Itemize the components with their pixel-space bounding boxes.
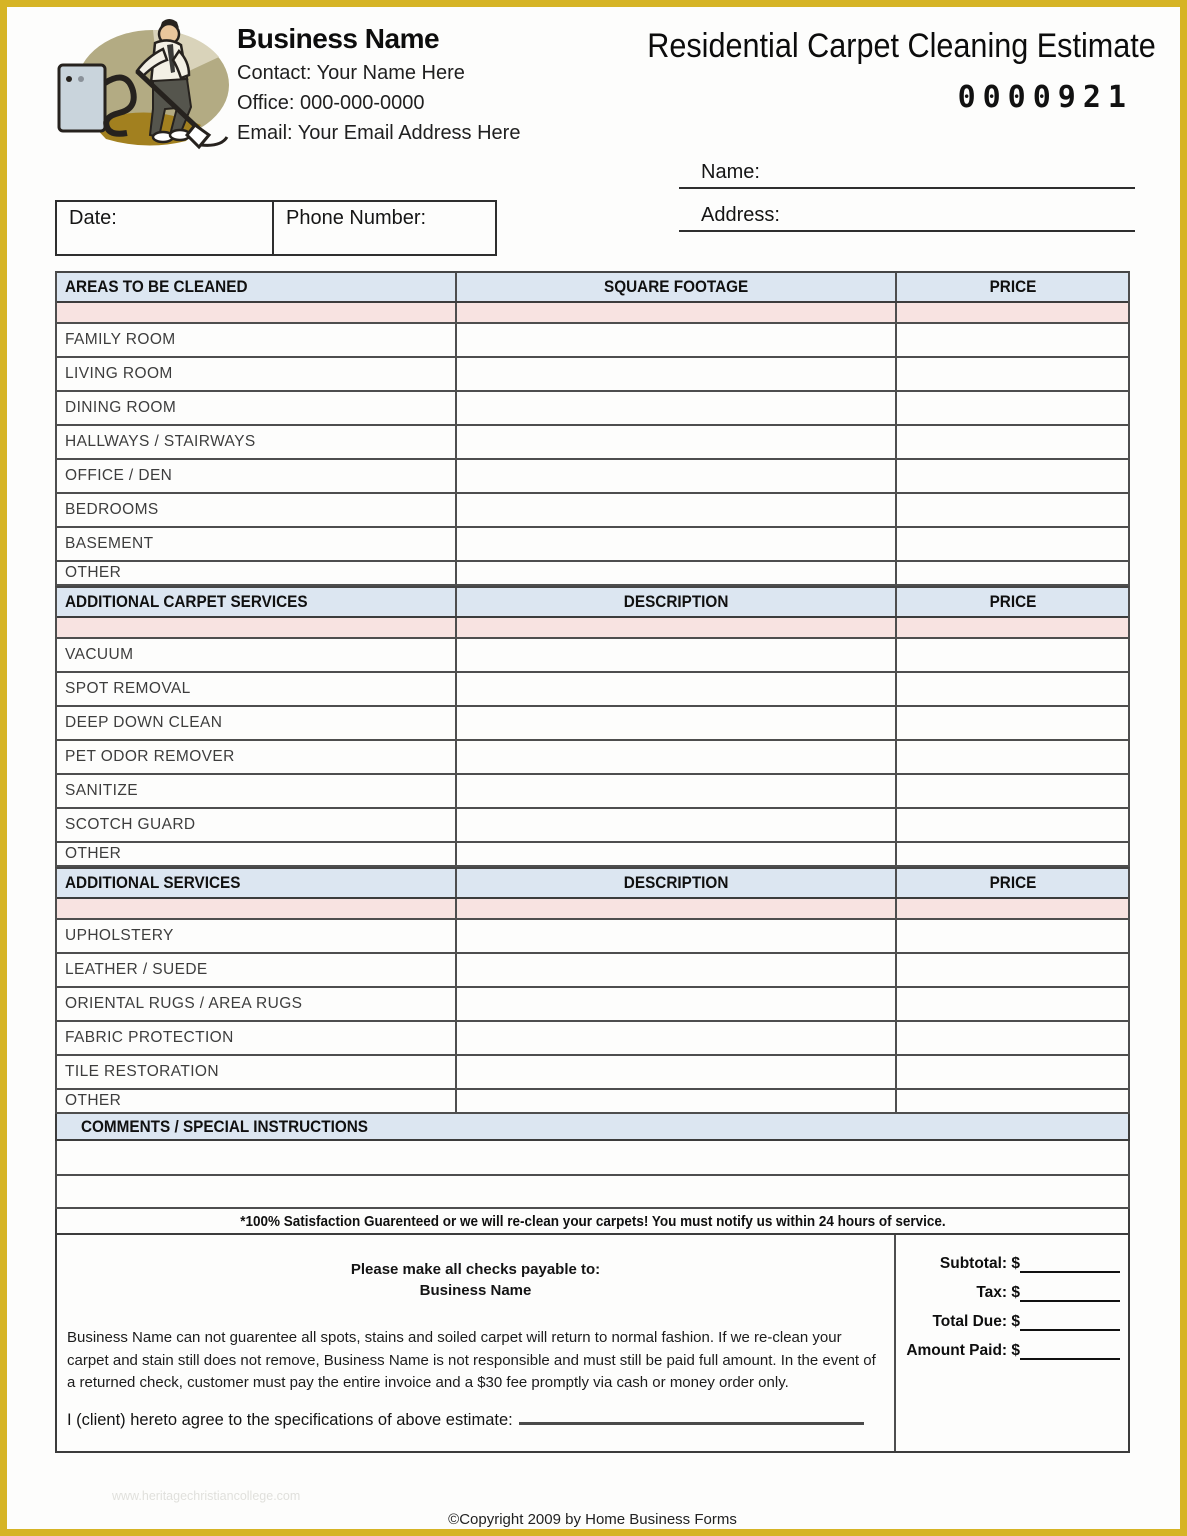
table-row xyxy=(57,460,1128,494)
entry-cell[interactable] xyxy=(455,392,895,424)
row-label: OFFICE / DEN xyxy=(65,467,173,484)
row-label: OTHER xyxy=(65,564,122,581)
guarantee-text: *100% Satisfaction Guarenteed or we will re-clean your carpets! You must notify us within 24 hours of service. xyxy=(239,1212,946,1230)
table-row xyxy=(57,707,1128,741)
entry-cell[interactable] xyxy=(455,639,895,671)
page-title: Residential Carpet Cleaning Estimate xyxy=(647,27,1156,65)
row-label: SANITIZE xyxy=(65,782,138,799)
table-row xyxy=(57,673,1128,707)
price-cell[interactable] xyxy=(895,988,1128,1020)
price-cell[interactable] xyxy=(895,528,1128,560)
table-row xyxy=(57,988,1128,1022)
row-label: OTHER xyxy=(65,845,122,862)
blank-entry-row xyxy=(57,618,1128,639)
phone-number-field[interactable] xyxy=(272,202,495,254)
price-cell[interactable] xyxy=(895,809,1128,841)
phone-label: Phone Number: xyxy=(286,207,427,229)
table-row xyxy=(57,324,1128,358)
entry-cell[interactable] xyxy=(455,809,895,841)
price-cell[interactable] xyxy=(895,494,1128,526)
column-header: ADDITIONAL SERVICES xyxy=(65,873,241,892)
row-label: VACUUM xyxy=(65,646,134,663)
date-label: Date: xyxy=(69,207,117,229)
tables xyxy=(55,271,1130,1114)
table-row xyxy=(57,528,1128,562)
price-cell[interactable] xyxy=(895,843,1128,865)
column-header: SQUARE FOOTAGE xyxy=(455,273,895,301)
title-block xyxy=(619,27,1156,115)
entry-cell[interactable] xyxy=(455,741,895,773)
address-label: Address: xyxy=(701,204,780,226)
row-label: SPOT REMOVAL xyxy=(65,680,191,697)
table-row xyxy=(57,1090,1128,1114)
blank-entry-cell[interactable] xyxy=(57,618,455,637)
table-row xyxy=(57,1022,1128,1056)
total-row xyxy=(896,1313,1120,1331)
row-label: HALLWAYS / STAIRWAYS xyxy=(65,433,256,450)
price-cell[interactable] xyxy=(895,460,1128,492)
blank-entry-row xyxy=(57,899,1128,920)
price-cell[interactable] xyxy=(895,954,1128,986)
price-cell[interactable] xyxy=(895,426,1128,458)
price-cell[interactable] xyxy=(895,673,1128,705)
column-header: PRICE xyxy=(895,273,1128,301)
entry-cell[interactable] xyxy=(455,707,895,739)
total-label: Subtotal: $ xyxy=(939,1255,1020,1272)
row-label: SCOTCH GUARD xyxy=(65,816,196,833)
entry-cell[interactable] xyxy=(455,324,895,356)
table-row xyxy=(57,358,1128,392)
name-label: Name: xyxy=(701,161,760,183)
row-label: DEEP DOWN CLEAN xyxy=(65,714,223,731)
blank-entry-cell[interactable] xyxy=(895,618,1128,637)
total-amount-line[interactable] xyxy=(1020,1345,1120,1360)
entry-cell[interactable] xyxy=(455,426,895,458)
entry-cell[interactable] xyxy=(455,988,895,1020)
price-cell[interactable] xyxy=(895,562,1128,584)
row-label: BASEMENT xyxy=(65,535,154,552)
watermark-text: www.heritagechristiancollege.com xyxy=(112,1489,301,1503)
terms-cell xyxy=(57,1235,896,1451)
table-row xyxy=(57,426,1128,460)
row-label: DINING ROOM xyxy=(65,399,177,416)
service-table-2 xyxy=(55,867,1130,1114)
entry-cell[interactable] xyxy=(455,775,895,807)
entry-cell[interactable] xyxy=(455,1090,895,1112)
total-label: Total Due: $ xyxy=(932,1313,1020,1330)
total-row xyxy=(896,1255,1120,1273)
guarantee-banner xyxy=(55,1209,1130,1235)
date-field[interactable] xyxy=(57,202,272,254)
table-row xyxy=(57,392,1128,426)
blank-entry-cell[interactable] xyxy=(455,618,895,637)
blank-entry-cell[interactable] xyxy=(57,899,455,918)
column-header: DESCRIPTION xyxy=(455,588,895,616)
table-row xyxy=(57,562,1128,586)
price-cell[interactable] xyxy=(895,639,1128,671)
comments-header-label: COMMENTS / SPECIAL INSTRUCTIONS xyxy=(80,1116,368,1136)
entry-cell[interactable] xyxy=(455,460,895,492)
price-cell[interactable] xyxy=(895,920,1128,952)
total-row xyxy=(896,1342,1120,1360)
entry-cell[interactable] xyxy=(455,358,895,390)
business-name: Business Name xyxy=(237,23,440,54)
service-table-0 xyxy=(55,271,1130,586)
entry-cell[interactable] xyxy=(455,673,895,705)
row-label: LIVING ROOM xyxy=(65,365,173,382)
entry-cell[interactable] xyxy=(455,562,895,584)
row-label: OTHER xyxy=(65,1092,122,1109)
table-row xyxy=(57,954,1128,988)
row-label: TILE RESTORATION xyxy=(65,1063,219,1080)
service-table-1 xyxy=(55,586,1130,867)
checks-payable-name: Business Name xyxy=(419,1282,532,1299)
table-row xyxy=(57,843,1128,867)
table-row xyxy=(57,494,1128,528)
office-line: Office: 000-000-0000 xyxy=(237,92,425,114)
table-row xyxy=(57,741,1128,775)
column-header: ADDITIONAL CARPET SERVICES xyxy=(65,592,308,611)
agreement-text: I (client) hereto agree to the specifications of above estimate: xyxy=(67,1410,513,1429)
totals-cell xyxy=(896,1235,1128,1451)
blank-entry-cell[interactable] xyxy=(455,899,895,918)
blank-entry-cell[interactable] xyxy=(895,303,1128,322)
entry-cell[interactable] xyxy=(455,843,895,865)
entry-cell[interactable] xyxy=(455,528,895,560)
entry-cell[interactable] xyxy=(455,954,895,986)
name-field[interactable] xyxy=(679,157,1135,189)
price-cell[interactable] xyxy=(895,392,1128,424)
total-label: Tax: $ xyxy=(976,1284,1020,1301)
email-line: Email: Your Email Address Here xyxy=(237,122,521,144)
blank-entry-cell[interactable] xyxy=(895,899,1128,918)
entry-cell[interactable] xyxy=(455,1056,895,1088)
date-phone-box xyxy=(55,200,497,256)
total-amount-line[interactable] xyxy=(1020,1258,1120,1273)
price-cell[interactable] xyxy=(895,1056,1128,1088)
total-row xyxy=(896,1284,1120,1302)
row-label: PET ODOR REMOVER xyxy=(65,748,235,765)
row-label: UPHOLSTERY xyxy=(65,927,174,944)
row-label: FAMILY ROOM xyxy=(65,331,176,348)
row-label: FABRIC PROTECTION xyxy=(65,1029,234,1046)
row-label: LEATHER / SUEDE xyxy=(65,961,208,978)
checks-payable-line: Please make all checks payable to: xyxy=(350,1261,601,1278)
business-info xyxy=(237,23,520,145)
total-amount-line[interactable] xyxy=(1020,1316,1120,1331)
carpet-cleaner-logo-icon xyxy=(51,13,241,155)
column-header: AREAS TO BE CLEANED xyxy=(65,277,248,296)
address-field[interactable] xyxy=(679,199,1135,232)
blank-entry-cell[interactable] xyxy=(455,303,895,322)
table-row xyxy=(57,1056,1128,1090)
price-cell[interactable] xyxy=(895,741,1128,773)
total-label: Amount Paid: $ xyxy=(906,1342,1020,1359)
blank-entry-cell[interactable] xyxy=(57,303,455,322)
comments-blank-row[interactable] xyxy=(55,1176,1130,1209)
blank-entry-row xyxy=(57,303,1128,324)
column-header: DESCRIPTION xyxy=(455,869,895,897)
price-cell[interactable] xyxy=(895,358,1128,390)
table-header-row xyxy=(57,273,1128,303)
comments-section-header xyxy=(55,1114,1130,1141)
price-cell[interactable] xyxy=(895,707,1128,739)
price-cell[interactable] xyxy=(895,1022,1128,1054)
comments-blank-row[interactable] xyxy=(55,1141,1130,1176)
entry-cell[interactable] xyxy=(455,920,895,952)
table-header-row xyxy=(57,869,1128,899)
price-cell[interactable] xyxy=(895,324,1128,356)
disclaimer-text: Business Name can not guarentee all spots, stains and soiled carpet will return to normal fashion. If we re-clean your carpet and stain still does not remove, Business Name is not responsible and must still be paid full amount. In the event of a returned check, customer must pay the entire invoice and a $30 fee promptly via cash or money order only. xyxy=(67,1329,876,1391)
table-row xyxy=(57,809,1128,843)
column-header: PRICE xyxy=(895,869,1128,897)
table-row xyxy=(57,920,1128,954)
price-cell[interactable] xyxy=(895,1090,1128,1112)
table-row xyxy=(57,639,1128,673)
price-cell[interactable] xyxy=(895,775,1128,807)
total-amount-line[interactable] xyxy=(1020,1287,1120,1302)
column-header: PRICE xyxy=(895,588,1128,616)
entry-cell[interactable] xyxy=(455,494,895,526)
client-signature-line[interactable] xyxy=(519,1412,864,1425)
row-label: ORIENTAL RUGS / AREA RUGS xyxy=(65,995,303,1012)
entry-cell[interactable] xyxy=(455,1022,895,1054)
row-label: BEDROOMS xyxy=(65,501,159,518)
estimate-number: 0000921 xyxy=(957,80,1133,115)
table-row xyxy=(57,775,1128,809)
form-header xyxy=(7,7,1180,271)
copyright-text: ©Copyright 2009 by Home Business Forms xyxy=(448,1511,737,1528)
payment-terms-box xyxy=(55,1235,1130,1453)
contact-line: Contact: Your Name Here xyxy=(237,62,465,84)
form-body xyxy=(55,271,1130,1528)
table-header-row xyxy=(57,588,1128,618)
